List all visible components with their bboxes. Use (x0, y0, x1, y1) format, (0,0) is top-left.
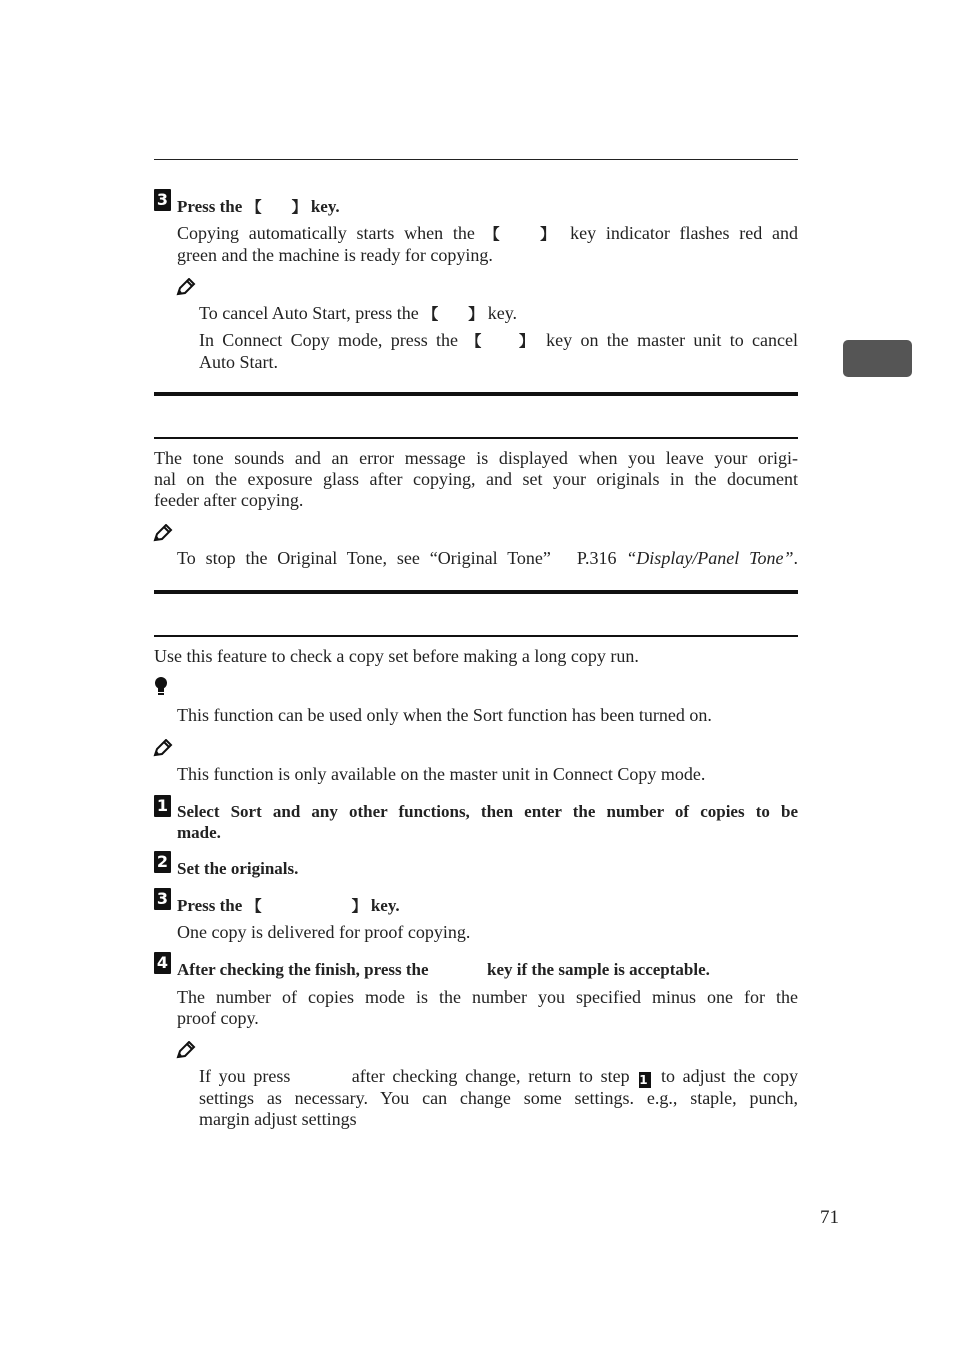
section-rule-thick (154, 590, 798, 594)
note-original-tone: To stop the Original Tone, see “Original Tone” P.316 “Display/Panel Tone”. (177, 548, 798, 568)
note-master-unit: This function is only available on the master unit in Connect Copy mode. (177, 764, 706, 784)
step-3b-number: 3 (154, 888, 171, 910)
note-cancel-autostart: To cancel Auto Start, press the 【 】 key. (199, 303, 518, 323)
note-pencil-icon (176, 278, 196, 296)
section-rule (154, 437, 798, 439)
note-connect-copy: In Connect Copy mode, press the 【 】 key on the master unit to cancel Auto Start. (199, 330, 798, 372)
important-bulb-icon (154, 677, 168, 697)
section-rule (154, 635, 798, 637)
step-2-heading: Set the originals. (177, 859, 299, 878)
header-rule (154, 159, 798, 160)
original-tone-paragraph: The tone sounds and an error message is displayed when you leave your origi- nal on the exposure glass after copying, and set your originals in the document feeder after copying. (154, 448, 798, 510)
step-3b-heading: Press the 【 】 key. (177, 896, 400, 915)
sample-copy-intro: Use this feature to check a copy set before making a long copy run. (154, 646, 639, 666)
step-1-heading: Select Sort and any other functions, then enter the number of copies to be made. (177, 802, 798, 842)
step-3-heading: Press the 【 】 key. (177, 197, 340, 216)
step-4-description: The number of copies mode is the number you specified minus one for the proof copy. (177, 987, 798, 1028)
note-change-settings: If you press after checking change, return to step 1 to adjust the copy settings as necessary. You can change some settings. e.g., staple, punch, margin adjust settings (199, 1066, 798, 1129)
step-2-number: 2 (154, 851, 171, 873)
important-text: This function can be used only when the Sort function has been turned on. (177, 705, 712, 725)
step-4-heading: After checking the finish, press the key if the sample is acceptable. (177, 960, 710, 979)
step-3b-description: One copy is delivered for proof copying. (177, 922, 471, 942)
section-rule-thick (154, 392, 798, 396)
note-pencil-icon (176, 1041, 196, 1059)
page-reference[interactable]: P.316 (576, 548, 617, 568)
step-1-ref-icon: 1 (639, 1072, 651, 1088)
step-3-description: Copying automatically starts when the 【 】 key indicator flashes red and green and the machine is ready for copying. (177, 223, 798, 265)
chapter-tab (843, 340, 912, 377)
step-3-number: 3 (154, 189, 171, 211)
note-pencil-icon (153, 739, 173, 757)
step-4-number: 4 (154, 952, 171, 974)
note-pencil-icon (153, 524, 173, 542)
step-1-number: 1 (154, 795, 171, 817)
page-number: 71 (820, 1207, 839, 1228)
